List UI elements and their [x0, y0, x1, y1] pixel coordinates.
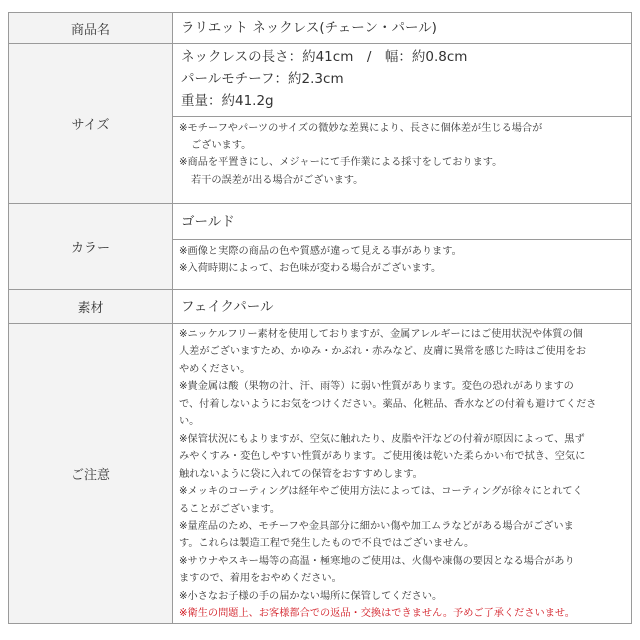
- note-line: ることがございます。: [179, 503, 281, 515]
- caution-notes: [173, 324, 631, 627]
- size-pearl-motif: パールモチーフ：約2.3cm: [181, 71, 344, 87]
- row-material: [9, 290, 631, 324]
- color-notes: [173, 240, 631, 281]
- product-name-value: ラリエット ネックレス(チェーン・パール): [181, 20, 437, 36]
- note-line: ※ニッケルフリー素材を使用しておりますが、金属アレルギーにはご使用状況や体質の個: [179, 329, 583, 340]
- note-line: ※メッキのコーティングは経年やご使用方法によっては、コーティングが徐々にとれてく: [179, 486, 583, 498]
- note-line: 触れないように袋に入れての保管をおすすめします。: [179, 468, 423, 480]
- label-color: カラー: [9, 204, 173, 289]
- size-length: ネックレスの長さ：約41cm / 幅：約0.8cm: [181, 49, 468, 65]
- size-values: [173, 44, 631, 117]
- note-line: 若干の誤差が出る場合がございます。: [191, 174, 364, 186]
- note-line: ※サウナやスキー場等の高温・極寒地のご使用は、火傷や凍傷の要因となる場合があり: [179, 555, 575, 567]
- note-line: ※量産品のため、モチーフや金具部分に細かい傷や加工ムラなどがある場合がございま: [179, 520, 574, 532]
- return-policy-warning: ※衛生の問題上、お客様都合での返品・交換はできません。予めご了承くださいませ。: [179, 608, 575, 620]
- row-size: [9, 44, 631, 204]
- row-product-name: [9, 13, 631, 44]
- note-line: ますので、着用をおやめください。: [179, 573, 342, 585]
- note-line: い。: [179, 416, 200, 428]
- label-size: サイズ: [9, 44, 173, 203]
- row-caution: [9, 324, 631, 623]
- note-line: す。これらは製造工程で発生したもので不良ではございません。: [179, 538, 475, 550]
- material-value: フェイクパール: [181, 298, 274, 315]
- note-line: やめください。: [179, 363, 251, 375]
- note-line: で、付着しないようにお気をつけください。薬品、化粧品、香水などの付着も避けてくださ: [179, 398, 597, 410]
- label-product-name: 商品名: [9, 13, 173, 43]
- note-line: ※モチーフやパーツのサイズの微妙な差異により、長さに個体差が生じる場合が: [179, 123, 543, 134]
- color-value: ゴールド: [173, 204, 631, 240]
- note-line: 人差がございますため、かゆみ・かぶれ・赤みなど、皮膚に異常を感じた時はご使用をお: [179, 346, 587, 358]
- note-line: ※商品を平置きにし、メジャーにて手作業による採寸をしております。: [179, 157, 503, 169]
- note-line: ※小さなお子様の手の届かない場所に保管してください。: [179, 590, 443, 602]
- size-weight: 重量：約41.2g: [181, 93, 274, 109]
- note-line: みやくすみ・変色しやすい性質があります。ご使用後は乾いた柔らかい布で拭き、空気に: [179, 451, 586, 463]
- row-color: [9, 204, 631, 290]
- note-line: ※保管状況にもよりますが、空気に触れたり、皮脂や汗などの付着が原因によって、黒ず: [179, 433, 585, 445]
- product-spec-table: [8, 12, 632, 624]
- note-line: ※貴金属は酸（果物の汁、汗、雨等）に弱い性質があります。変色の恐れがありますの: [179, 381, 574, 393]
- label-material: 素材: [9, 290, 173, 323]
- note-line: ※入荷時期によって、お色味が変わる場合がございます。: [179, 263, 442, 275]
- size-notes: [173, 117, 631, 193]
- label-caution: ご注意: [9, 324, 173, 623]
- note-line: ございます。: [191, 140, 252, 152]
- note-line: ※画像と実際の商品の色や質感が違って見える事があります。: [179, 246, 462, 257]
